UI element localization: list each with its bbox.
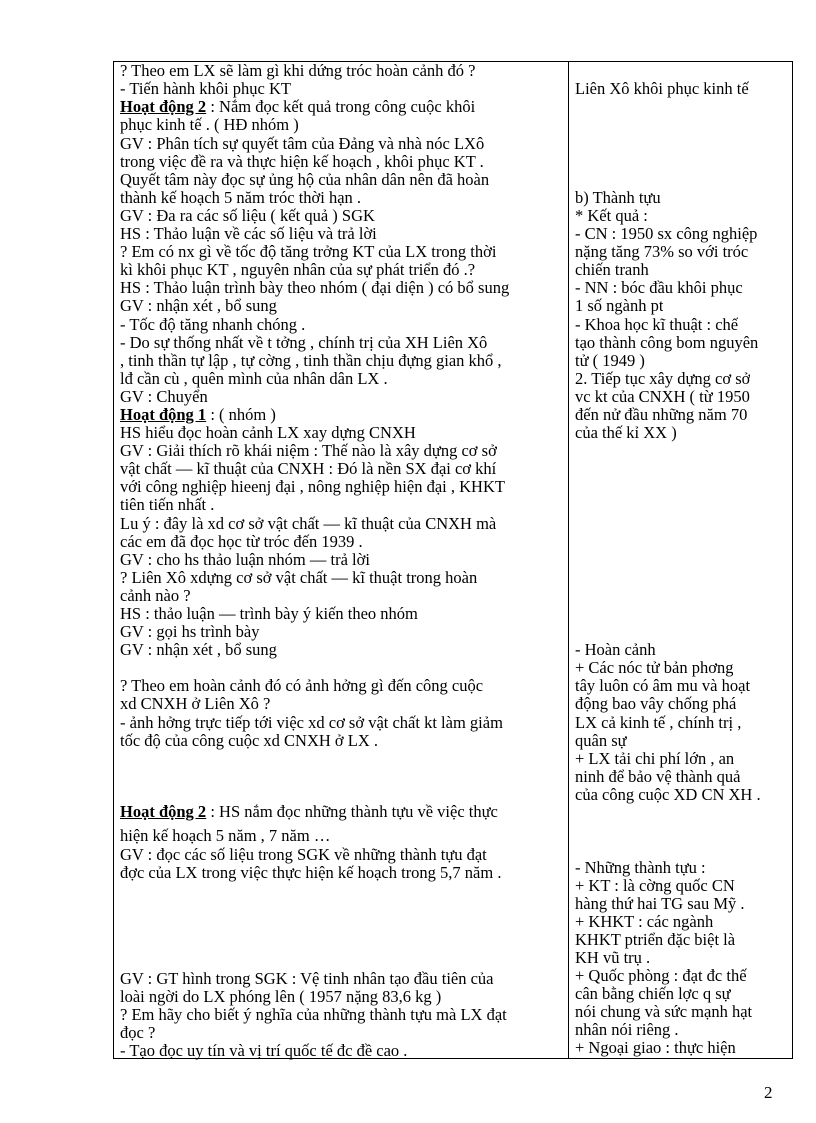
content-line	[575, 859, 706, 877]
line-text: HS : thảo luận — trình bày ý kiến theo nhóm	[120, 605, 418, 623]
line-text: loài ngời do LX phóng lên ( 1957 nặng 83,6 kg )	[120, 988, 442, 1006]
line-text: ninh để bảo vệ thành quả	[575, 768, 741, 786]
line-text: với công nghiệp hieenj đại , nông nghiệp hiện đại , KHKT	[120, 478, 505, 496]
line-text: - Tiến hành khôi phục KT	[120, 80, 291, 98]
line-text: tạo thành công bom nguyên	[575, 334, 759, 352]
content-line	[575, 967, 747, 985]
activity-line	[120, 803, 498, 821]
content-line	[575, 913, 713, 931]
content-line	[575, 641, 656, 659]
line-text: GV : nhận xét , bổ sung	[120, 641, 277, 659]
line-text: GV : GT hình trong SGK : Vệ tinh nhân tạo đầu tiên của	[120, 970, 494, 988]
line-text: HS hiểu đọc hoàn cảnh LX xay dựng CNXH	[120, 424, 416, 442]
line-text: + KT : là cờng quốc CN	[575, 877, 735, 895]
content-line	[575, 424, 677, 442]
activity-heading: Hoạt động 2	[120, 98, 207, 116]
line-text: đọc ?	[120, 1024, 156, 1042]
line-text: ? Em hãy cho biết ý nghĩa của những thành tựu mà LX đạt	[120, 1006, 507, 1024]
line-text: cảnh nào ?	[120, 587, 191, 605]
line-text: phục kinh tế . ( HĐ nhóm )	[120, 116, 299, 134]
activity-line	[120, 135, 484, 153]
line-text: thành kế hoạch 5 năm tróc thời hạn .	[120, 189, 362, 207]
activity-line	[120, 864, 501, 882]
content-line	[575, 388, 750, 406]
content-line	[575, 750, 734, 768]
content-line	[575, 677, 750, 695]
line-text: tây luôn có âm mu và hoạt	[575, 677, 751, 695]
activity-line	[120, 189, 361, 207]
activity-line	[120, 587, 191, 605]
activity-line	[120, 442, 497, 460]
activity-line	[120, 225, 377, 243]
line-text: đến nử đầu những năm 70	[575, 406, 748, 424]
line-text: nhân nói riêng .	[575, 1021, 679, 1039]
activity-line	[120, 1042, 407, 1060]
line-text: ? Theo em hoàn cảnh đó có ảnh hởng gì đến công cuộc	[120, 677, 484, 695]
activity-line	[120, 424, 416, 442]
activity-line	[120, 334, 487, 352]
line-text: : Nắm đọc kết quả trong công cuộc khôi	[206, 98, 476, 116]
activity-line	[120, 406, 276, 424]
line-text: Liên Xô khôi phục kinh tế	[575, 80, 749, 98]
line-text: LX cả kinh tế , chính trị ,	[575, 714, 742, 732]
line-text: GV : gọi hs trình bày	[120, 623, 260, 641]
line-text: - ảnh hởng trực tiếp tới việc xd cơ sở vật chất kt làm giảm	[120, 714, 503, 732]
column-divider	[568, 62, 569, 1058]
activity-line	[120, 970, 494, 988]
activity-line	[120, 116, 299, 134]
line-text: của thế kỉ XX )	[575, 424, 677, 442]
content-line	[575, 732, 627, 750]
line-text: tử ( 1949 )	[575, 352, 645, 370]
content-line	[575, 714, 741, 732]
activity-line	[120, 714, 503, 732]
activity-line	[120, 515, 496, 533]
line-text: 1 số ngành pt	[575, 297, 664, 315]
content-line	[575, 189, 661, 207]
line-text: - Những thành tựu :	[575, 859, 706, 877]
line-text: nói chung và sức mạnh hạt	[575, 1003, 753, 1021]
content-line	[575, 225, 757, 243]
line-text: , tinh thần tự lập , tự cờng , tinh thần chịu đựng gian khổ ,	[120, 352, 502, 370]
content-line	[575, 261, 649, 279]
activity-line	[120, 388, 208, 406]
activity-line	[120, 623, 260, 641]
activity-heading: Hoạt động 1	[120, 406, 207, 424]
line-text: GV : Chuyển	[120, 388, 208, 406]
activity-line	[120, 171, 489, 189]
activity-line	[120, 988, 441, 1006]
activity-line	[120, 1024, 155, 1042]
activity-line	[120, 80, 291, 98]
line-text: : HS nắm đọc những thành tựu về việc thực	[206, 803, 498, 821]
activity-line	[120, 846, 487, 864]
line-text: vc kt của CNXH ( từ 1950	[575, 388, 750, 406]
line-text: GV : Phân tích sự quyết tâm của Đảng và nhà nóc LXô	[120, 135, 485, 153]
line-text: + Các nóc tử bản phơng	[575, 659, 734, 677]
content-line	[575, 931, 735, 949]
activity-line	[120, 62, 476, 80]
line-text: lđ cần cù , quên mình của nhân dân LX .	[120, 370, 388, 388]
content-line	[575, 352, 645, 370]
content-line	[575, 334, 758, 352]
activity-line	[120, 695, 270, 713]
page-number: 2	[764, 1083, 773, 1102]
content-line	[575, 243, 748, 261]
line-text: xd CNXH ở Liên Xô ?	[120, 695, 271, 713]
line-text: GV : đọc các số liệu trong SGK về những thành tựu đạt	[120, 846, 487, 864]
content-line	[575, 316, 738, 334]
activity-heading: Hoạt động 2	[120, 803, 207, 821]
content-line	[575, 370, 750, 388]
content-line	[575, 207, 648, 225]
line-text: - CN : 1950 sx công nghiệp	[575, 225, 758, 243]
content-line	[575, 279, 743, 297]
line-text: Quyết tâm này đọc sự ủng hộ của nhân dân nên đã hoàn	[120, 171, 490, 189]
activity-line	[120, 827, 330, 845]
activity-line	[120, 478, 505, 496]
activity-line	[120, 533, 363, 551]
line-text: kì khôi phục KT , nguyên nhân của sự phát triển đó .?	[120, 261, 476, 279]
line-text: nặng tăng 73% so với tróc	[575, 243, 749, 261]
activity-line	[120, 279, 509, 297]
line-text: HS : Thảo luận trình bày theo nhóm ( đại diện ) có bổ sung	[120, 279, 510, 297]
activity-line	[120, 677, 483, 695]
activity-line	[120, 98, 475, 116]
line-text: GV : Giải thích rõ khái niệm : Thế nào là xây dựng cơ sở	[120, 442, 497, 460]
line-text: GV : nhận xét , bổ sung	[120, 297, 277, 315]
line-text: vật chất — kĩ thuật của CNXH : Đó là nền SX đại cơ khí	[120, 460, 497, 478]
content-line	[575, 1039, 736, 1057]
line-text: - Tạo đọc uy tín và vị trí quốc tế đc đề cao .	[120, 1042, 408, 1060]
content-line	[575, 1003, 752, 1021]
activity-line	[120, 551, 370, 569]
activity-line	[120, 641, 277, 659]
activity-line	[120, 243, 496, 261]
line-text: của công cuộc XD CN XH .	[575, 786, 761, 804]
line-text: 2. Tiếp tục xây dựng cơ sở	[575, 370, 751, 388]
activity-line	[120, 297, 277, 315]
line-text: các em đã đọc học từ tróc đến 1939 .	[120, 533, 363, 551]
content-line	[575, 786, 761, 804]
content-line	[575, 877, 735, 895]
line-text: Lu ý : đây là xd cơ sở vật chất — kĩ thuật của CNXH mà	[120, 515, 497, 533]
activity-line	[120, 460, 496, 478]
activity-line	[120, 370, 388, 388]
activity-line	[120, 496, 214, 514]
line-text: ? Theo em LX sẽ làm gì khi dứng tróc hoàn cảnh đó ?	[120, 62, 476, 80]
line-text: - Tốc độ tăng nhanh chóng .	[120, 316, 306, 334]
line-text: + LX tải chi phí lớn , an	[575, 750, 735, 768]
line-text: : ( nhóm )	[206, 406, 276, 424]
content-line	[575, 695, 736, 713]
activity-line	[120, 207, 375, 225]
line-text: GV : cho hs thảo luận nhóm — trả lời	[120, 551, 370, 569]
line-text: đợc của LX trong việc thực hiện kế hoạch trong 5,7 năm .	[120, 864, 502, 882]
line-text: hiện kế hoạch 5 năm , 7 năm …	[120, 827, 331, 845]
line-text: + KHKT : các ngành	[575, 913, 714, 931]
line-text: chiến tranh	[575, 261, 649, 279]
line-text: quân sự	[575, 732, 627, 750]
line-text: động bao vây chống phá	[575, 695, 737, 713]
line-text: ? Em có nx gì về tốc độ tăng trởng KT của LX trong thời	[120, 243, 497, 261]
line-text: b) Thành tựu	[575, 189, 661, 207]
line-text: GV : Đa ra các số liệu ( kết quả ) SGK	[120, 207, 375, 225]
line-text: - Do sự thống nhất về t tởng , chính trị của XH Liên Xô	[120, 334, 488, 352]
content-line	[575, 895, 745, 913]
content-line	[575, 659, 733, 677]
line-text: tiên tiến nhất .	[120, 496, 215, 514]
activity-line	[120, 569, 477, 587]
line-text: ? Liên Xô xdựng cơ sở vật chất — kĩ thuật trong hoàn	[120, 569, 478, 587]
line-text: + Ngoại giao : thực hiện	[575, 1039, 736, 1057]
activity-line	[120, 153, 484, 171]
line-text: cân bằng chiến lợc q sự	[575, 985, 731, 1003]
activity-line	[120, 316, 305, 334]
line-text: - Khoa học kĩ thuật : chế	[575, 316, 739, 334]
line-text: hàng thứ hai TG sau Mỹ .	[575, 895, 745, 913]
lesson-table	[113, 61, 793, 1059]
line-text: - NN : bóc đầu khôi phục	[575, 279, 743, 297]
activity-line	[120, 732, 378, 750]
content-line	[575, 80, 749, 98]
line-text: KH vũ trụ .	[575, 949, 651, 967]
line-text: KHKT ptriển đặc biệt là	[575, 931, 736, 949]
content-line	[575, 1021, 679, 1039]
activity-line	[120, 1006, 507, 1024]
line-text: trong việc đề ra và thực hiện kế hoạch , khôi phục KT .	[120, 153, 484, 171]
activity-line	[120, 352, 502, 370]
activity-line	[120, 261, 475, 279]
activity-line	[120, 605, 418, 623]
content-line	[575, 297, 663, 315]
content-line	[575, 949, 650, 967]
content-line	[575, 985, 731, 1003]
line-text: HS : Thảo luận về các số liệu và trả lời	[120, 225, 377, 243]
content-line	[575, 406, 747, 424]
line-text: + Quốc phòng : đạt đc thế	[575, 967, 747, 985]
line-text: * Kết quả :	[575, 207, 648, 225]
line-text: - Hoàn cảnh	[575, 641, 656, 659]
line-text: tốc độ của công cuộc xd CNXH ở LX .	[120, 732, 378, 750]
content-line	[575, 768, 740, 786]
